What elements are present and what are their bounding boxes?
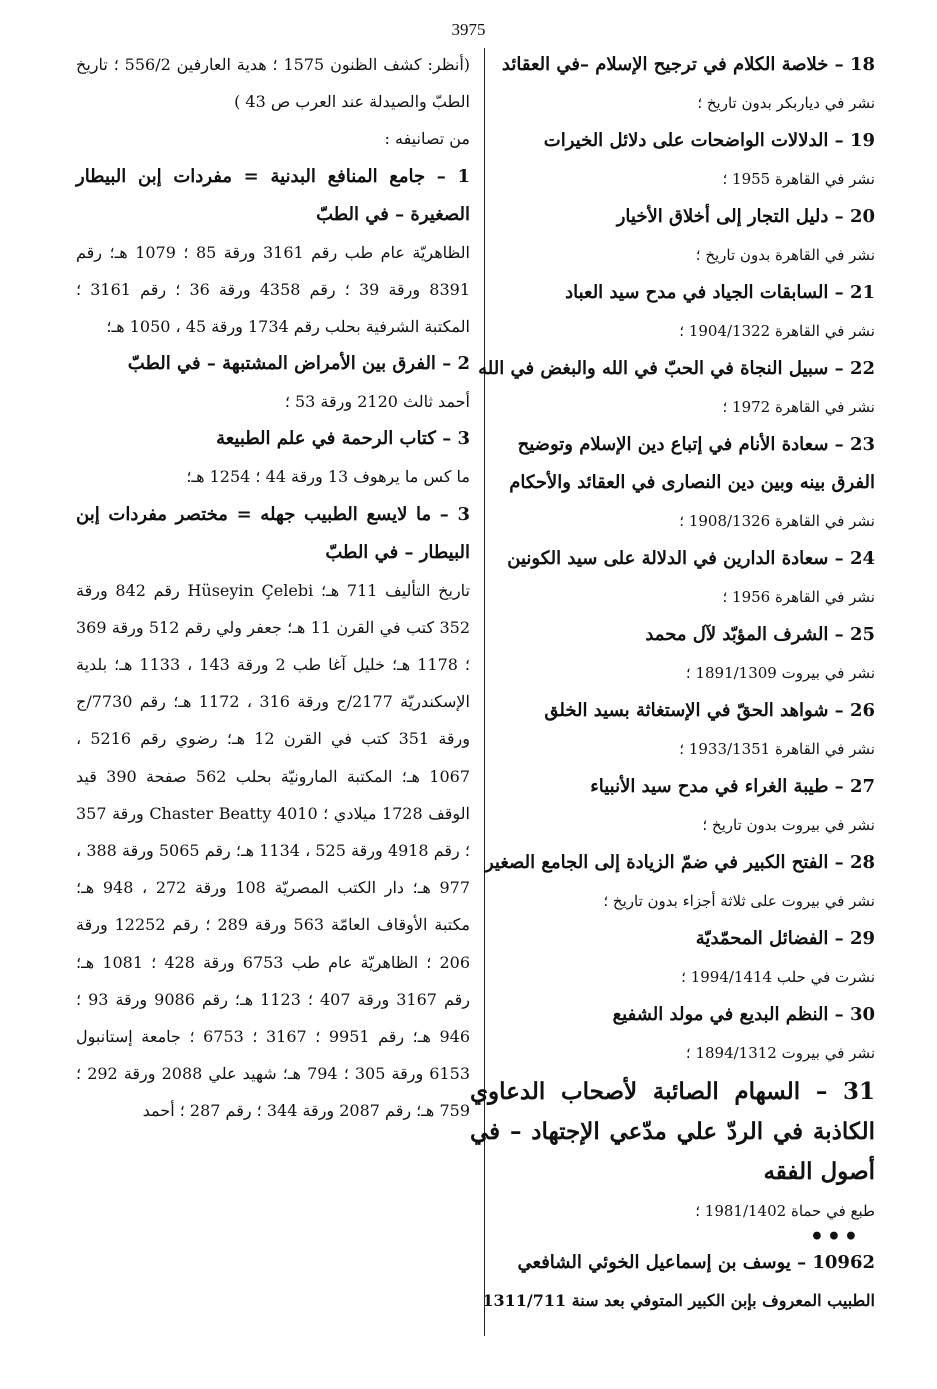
work-title: 1 – جامع المنافع البدنية = مفردات إبن البيطار الصغيرة – في الطبّ <box>76 165 470 225</box>
section-separator-dots: ••• <box>809 1224 861 1250</box>
entry-title: 26 – شواهد الحقّ في الإستغاثة بسيد الخلق <box>544 700 875 721</box>
entry-note: نشر في دياربكر بدون تاريخ ؛ <box>697 94 875 112</box>
biography-heading: 10962 – يوسف بن إسماعيل الخوئي الشافعي <box>517 1252 875 1273</box>
entry-note: نشر في القاهرة 1972 ؛ <box>722 398 875 416</box>
right-column <box>470 46 875 1320</box>
entry-note: نشر في بيروت على ثلاثة أجزاء بدون تاريخ ؛ <box>603 892 875 910</box>
entry-23 <box>470 426 875 540</box>
entry-title: 27 – طيبة الغراء في مدح سيد الأنبياء <box>590 776 875 797</box>
work-title: 3 – كتاب الرحمة في علم الطبيعة <box>216 428 470 450</box>
entry-note: نشرت في حلب 1994/1414 ؛ <box>681 968 875 986</box>
work-manuscripts: أحمد ثالث 2120 ورقة 53 ؛ <box>284 392 470 412</box>
work-3 <box>76 420 470 495</box>
work-2 <box>76 345 470 420</box>
entry-21 <box>470 274 875 350</box>
entry-note: نشر في القاهرة 1908/1326 ؛ <box>679 512 875 530</box>
entry-title: 23 – سعادة الأنام في إتباع دين الإسلام وتوضيح <box>517 434 875 455</box>
work-4 <box>76 496 470 1130</box>
reference-note: (أنظر: كشف الظنون 1575 ؛ هدية العارفين 556/2 ؛ تاريخ الطبّ والصيدلة عند العرب ص 43 ) <box>76 55 471 112</box>
entry-28 <box>470 844 875 920</box>
entry-note: نشر في القاهرة 1904/1322 ؛ <box>679 322 875 340</box>
entry-title-continued: الفرق بينه وبين دين النصارى في العقائد والأحكام <box>509 472 875 493</box>
entry-20 <box>470 198 875 274</box>
entry-30 <box>470 996 875 1072</box>
entry-31 <box>470 1072 875 1250</box>
entry-title: 18 – خلاصة الكلام في ترجيح الإسلام –في العقائد <box>501 54 875 75</box>
entry-22 <box>470 350 875 426</box>
entry-title: 22 – سبيل النجاة في الحبّ في الله والبغض في الله <box>478 358 875 379</box>
entry-title: 29 – الفضائل المحمّديّة <box>695 928 875 949</box>
entry-note: نشر في بيروت 1894/1312 ؛ <box>685 1044 875 1062</box>
entry-29 <box>470 920 875 996</box>
entry-24 <box>470 540 875 616</box>
entry-26 <box>470 692 875 768</box>
entry-title: 28 – الفتح الكبير في ضمّ الزيادة إلى الجامع الصغير <box>485 852 875 873</box>
entry-note: نشر في بيروت بدون تاريخ ؛ <box>702 816 875 834</box>
entry-note: نشر في القاهرة 1955 ؛ <box>722 170 875 188</box>
entry-title: 19 – الدلالات الواضحات على دلائل الخيرات <box>543 130 875 151</box>
works-intro: من تصانيفه : <box>384 129 470 149</box>
entry-25 <box>470 616 875 692</box>
entry-19 <box>470 122 875 198</box>
entry-note: طبع في حماة 1981/1402 ؛ <box>695 1202 875 1220</box>
page-number: 3975 <box>451 20 486 39</box>
work-manuscripts: تاريخ التأليف 711 هـ؛ Hüseyin Çelebi رقم 842 ورقة 352 كتب في القرن 11 هـ؛ جعفر ولي رقم 512 ورقة 369 ؛ 1178 هـ؛ خليل آغا طب 2 ورقة 143 ، 1133 هـ؛ بلدية الإسكندريّة 2177/ج ورقة 316 ، 1172 هـ؛ رقم 7730/ج ورقة 351 كتب في القرن 12 هـ؛ رضوي رقم 5216 ، 1067 هـ؛ المكتبة المارونيّة بحلب 562 صفحة 390 قيد الوقف 1728 ميلادي ؛ Chaster Beatty 4010 ورقة 357 ؛ رقم 4918 ورقة 525 ، 1134 هـ؛ رقم 5065 ورقة 388 ، 977 هـ؛ دار الكتب المصريّة 108 ورقة 272 ، 948 هـ؛ مكتبة الأوقاف العامّة 563 ورقة 289 ؛ رقم 12252 ورقة 206 ؛ الظاهريّة عام طب 6753 ورقة 428 ؛ 1081 هـ؛ رقم 3167 ورقة 407 ؛ 1123 هـ؛ رقم 9086 ورقة 93 ؛ 946 هـ؛ رقم 9951 ؛ 3167 ؛ 6753 ؛ جامعة إستانبول 6153 ورقة 305 ؛ 794 هـ؛ شهيد علي 2088 ورقة 292 ؛ 759 هـ؛ رقم 2087 ورقة 344 ؛ رقم 287 ؛ أحمد <box>76 580 471 1121</box>
entry-title: 30 – النظم البديع في مولد الشفيع <box>612 1004 875 1025</box>
work-1 <box>76 158 470 346</box>
entry-note: نشر في القاهرة 1933/1351 ؛ <box>679 740 875 758</box>
entry-title-large: 31 – السهام الصائبة لأصحاب الدعاوي الكاذبة في الردّ علي مدّعي الإجتهاد – في أصول الفقه <box>470 1078 875 1185</box>
entry-title: 20 – دليل التجار إلى أخلاق الأخيار <box>616 206 875 227</box>
biography-subheading: الطبيب المعروف بإبن الكبير المتوفي بعد سنة 1311/711 <box>482 1291 875 1310</box>
entry-title: 21 – السابقات الجياد في مدح سيد العباد <box>565 282 875 303</box>
entry-note: نشر في القاهرة بدون تاريخ ؛ <box>695 246 875 264</box>
work-manuscripts: ما كس ما يرهوف 13 ورقة 44 ؛ 1254 هـ؛ <box>186 467 470 487</box>
entry-27 <box>470 768 875 844</box>
entry-note: نشر في بيروت 1891/1309 ؛ <box>685 664 875 682</box>
work-manuscripts: الظاهريّة عام طب رقم 3161 ورقة 85 ؛ 1079 هـ؛ رقم 8391 ورقة 39 ؛ رقم 4358 ورقة 36 ؛ رقم 3161 ؛ المكتبة الشرفية بحلب رقم 1734 ورقة 45 ، 1050 هـ؛ <box>76 242 470 337</box>
entry-title: 25 – الشرف المؤبّد لآل محمد <box>645 624 875 645</box>
work-title: 2 – الفرق بين الأمراض المشتبهة – في الطبّ <box>127 353 470 375</box>
entry-18 <box>470 46 875 122</box>
entry-note: نشر في القاهرة 1956 ؛ <box>722 588 875 606</box>
entry-title: 24 – سعادة الدارين في الدلالة على سيد الكونين <box>507 548 875 569</box>
left-column <box>76 46 470 1130</box>
work-title: 3 – ما لايسع الطبيب جهله = مختصر مفردات إبن البيطار – في الطبّ <box>76 503 470 563</box>
entry-10962 <box>470 1244 875 1320</box>
